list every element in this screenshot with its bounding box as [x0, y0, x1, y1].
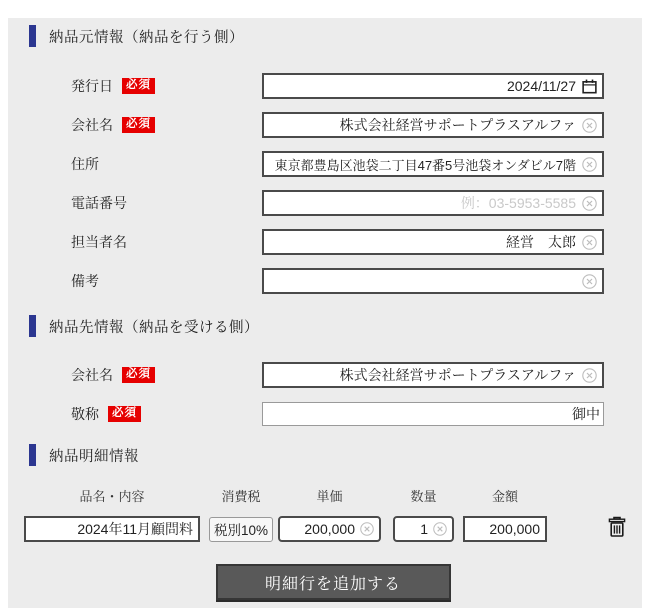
issue-date-input[interactable] — [262, 73, 604, 99]
delete-row-button[interactable] — [606, 518, 628, 540]
clear-icon[interactable] — [582, 196, 597, 211]
section-destination — [29, 315, 642, 337]
unit-price-input[interactable] — [278, 516, 381, 542]
phone-placeholder: 例：03-5953-5585 — [460, 195, 576, 211]
section-details-title: 納品明細情報 — [49, 448, 139, 465]
notes-label: 備考 — [71, 273, 99, 289]
phone-row — [8, 190, 642, 216]
phone-label: 電話番号 — [71, 195, 127, 211]
unit-price-value: 200,000 — [304, 521, 355, 537]
required-badge: 必須 — [108, 406, 141, 422]
dest-company-input[interactable] — [262, 362, 604, 388]
item-name-input[interactable] — [24, 516, 200, 542]
honorific-input[interactable] — [262, 402, 604, 426]
address-label: 住所 — [71, 156, 99, 172]
item-name-value: 2024年11月顧問料 — [77, 521, 193, 537]
required-badge: 必須 — [122, 117, 155, 133]
address-value: 東京都豊島区池袋二丁目47番5号池袋オンダビル7階 — [274, 157, 576, 173]
col-header-quantity: 数量 — [410, 489, 437, 504]
details-header-row — [24, 486, 642, 505]
contact-row — [8, 229, 642, 255]
add-detail-row-button[interactable]: 明細行を追加する — [216, 564, 451, 600]
phone-input[interactable] — [262, 190, 604, 216]
issue-date-label: 発行日 — [71, 78, 113, 94]
clear-icon[interactable] — [360, 522, 374, 536]
dest-company-value: 株式会社経営サポートプラスアルファ — [339, 367, 576, 383]
honorific-label: 敬称 — [71, 406, 99, 422]
quantity-value: 1 — [420, 521, 428, 537]
section-details — [29, 444, 642, 466]
col-header-item: 品名・内容 — [79, 489, 145, 504]
source-company-row — [8, 112, 642, 138]
address-input[interactable] — [262, 151, 604, 177]
source-company-value: 株式会社経営サポートプラスアルファ — [339, 117, 576, 133]
tax-select[interactable] — [209, 517, 273, 542]
section-source-title: 納品元情報（納品を行う側） — [49, 29, 244, 46]
col-header-tax: 消費税 — [221, 489, 261, 504]
section-accent-bar — [29, 444, 36, 466]
col-header-amount: 金額 — [491, 489, 518, 504]
form-panel — [8, 18, 642, 608]
clear-icon[interactable] — [582, 157, 597, 172]
section-accent-bar — [29, 315, 36, 337]
source-company-label: 会社名 — [71, 117, 113, 133]
trash-icon — [607, 516, 627, 543]
contact-input[interactable] — [262, 229, 604, 255]
clear-icon[interactable] — [433, 522, 447, 536]
dest-company-row — [8, 362, 642, 388]
details-table — [24, 486, 642, 600]
section-destination-title: 納品先情報（納品を受ける側） — [49, 319, 259, 336]
required-badge: 必須 — [122, 78, 155, 94]
section-source — [29, 25, 642, 47]
honorific-value: 御中 — [572, 406, 600, 422]
calendar-icon[interactable] — [582, 79, 597, 94]
issue-date-row — [8, 73, 642, 99]
contact-value: 経営 太郎 — [506, 234, 576, 250]
source-company-input[interactable] — [262, 112, 604, 138]
required-badge: 必須 — [122, 367, 155, 383]
amount-input[interactable] — [463, 516, 547, 542]
issue-date-value: 2024/11/27 — [506, 78, 576, 94]
clear-icon[interactable] — [582, 118, 597, 133]
honorific-row — [8, 401, 642, 427]
amount-value: 200,000 — [489, 521, 540, 537]
tax-value: 税別10% — [213, 523, 269, 538]
notes-row — [8, 268, 642, 294]
contact-label: 担当者名 — [71, 234, 127, 250]
col-header-unit-price: 単価 — [316, 489, 343, 504]
clear-icon[interactable] — [582, 274, 597, 289]
details-row — [24, 516, 642, 542]
dest-company-label: 会社名 — [71, 367, 113, 383]
notes-input[interactable] — [262, 268, 604, 294]
address-row — [8, 151, 642, 177]
section-accent-bar — [29, 25, 36, 47]
clear-icon[interactable] — [582, 368, 597, 383]
quantity-input[interactable] — [393, 516, 454, 542]
clear-icon[interactable] — [582, 235, 597, 250]
